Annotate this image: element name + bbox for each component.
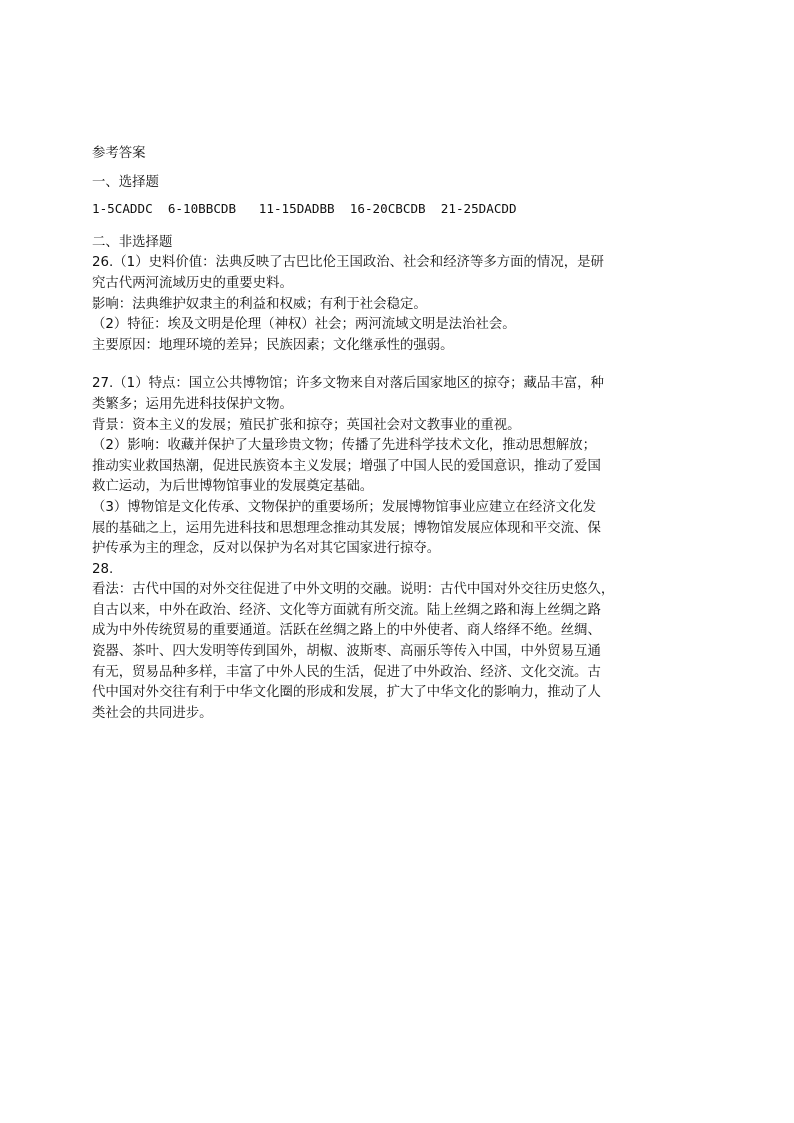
q28-line: 有无，贸易品种多样，丰富了中外人民的生活，促进了中外政治、经济、文化交流。古 [92,664,601,680]
q27-line: 27.（1）特点：国立公共博物馆；许多文物来自对落后国家地区的掠夺；藏品丰富，种 [92,376,604,392]
q27-line: 背景：资本主义的发展；殖民扩张和掠夺；英国社会对文教事业的重视。 [92,417,521,433]
answer-document [92,144,704,724]
section-heading-choice: 一、选择题 [92,174,159,190]
q28-line: 瓷器、茶叶、四大发明等传到国外，胡椒、波斯枣、高丽乐等传入中国，中外贸易互通 [92,644,601,660]
q26-line: 26.（1）史料价值：法典反映了古巴比伦王国政治、社会和经济等多方面的情况，是研 [92,255,604,271]
q28-line: 28. [92,561,114,577]
section-heading-nonchoice: 二、非选择题 [92,234,173,250]
question-28-answer [92,560,704,725]
q27-line: 展的基础之上，运用先进科技和思想理念推动其发展；博物馆发展应体现和平交流、保 [92,520,601,536]
q28-line: 自古以来，中外在政治、经济、文化等方面就有所交流。陆上丝绸之路和海上丝绸之路 [92,602,601,618]
q28-line: 代中国对外交往有利于中华文化圈的形成和发展，扩大了中华文化的影响力，推动了人 [92,685,601,701]
question-27-answer [92,374,704,559]
q27-line: 推动实业救国热潮，促进民族资本主义发展；增强了中国人民的爱国意识，推动了爱国 [92,458,601,474]
q26-line: （2）特征：埃及文明是伦理（神权）社会；两河流域文明是法治社会。 [92,317,516,333]
q28-line: 成为中外传统贸易的重要通道。活跃在丝绸之路上的中外使者、商人络绎不绝。丝绸、 [92,623,601,639]
q28-line: 看法：古代中国的对外交往促进了中外文明的交融。说明：古代中国对外交往历史悠久， [92,582,615,598]
q27-line: 类繁多；运用先进科技保护文物。 [92,396,293,412]
choice-answers: 1-5CADDC 6-10BBCDB 11-15DADBB 16-20CBCDB 21-25DACDD [92,201,517,217]
q27-line: 护传承为主的理念，反对以保护为名对其它国家进行掠夺。 [92,541,441,557]
q27-line: （3）博物馆是文化传承、文物保护的重要场所；发展博物馆事业应建立在经济文化发 [92,499,596,515]
q26-line: 主要原因：地理环境的差异；民族因素；文化继承性的强弱。 [92,337,454,353]
q26-line: 究古代两河流域历史的重要史料。 [92,275,293,291]
q28-line: 类社会的共同进步。 [92,705,213,721]
paragraph-gap [92,356,704,374]
q27-line: （2）影响：收藏并保护了大量珍贵文物；传播了先进科学技术文化，推动思想解放； [92,438,596,454]
q27-line: 救亡运动，为后世博物馆事业的发展奠定基础。 [92,479,374,495]
q26-line: 影响：法典维护奴隶主的利益和权威；有利于社会稳定。 [92,296,427,312]
document-title: 参考答案 [92,146,146,161]
question-26-answer [92,253,704,356]
